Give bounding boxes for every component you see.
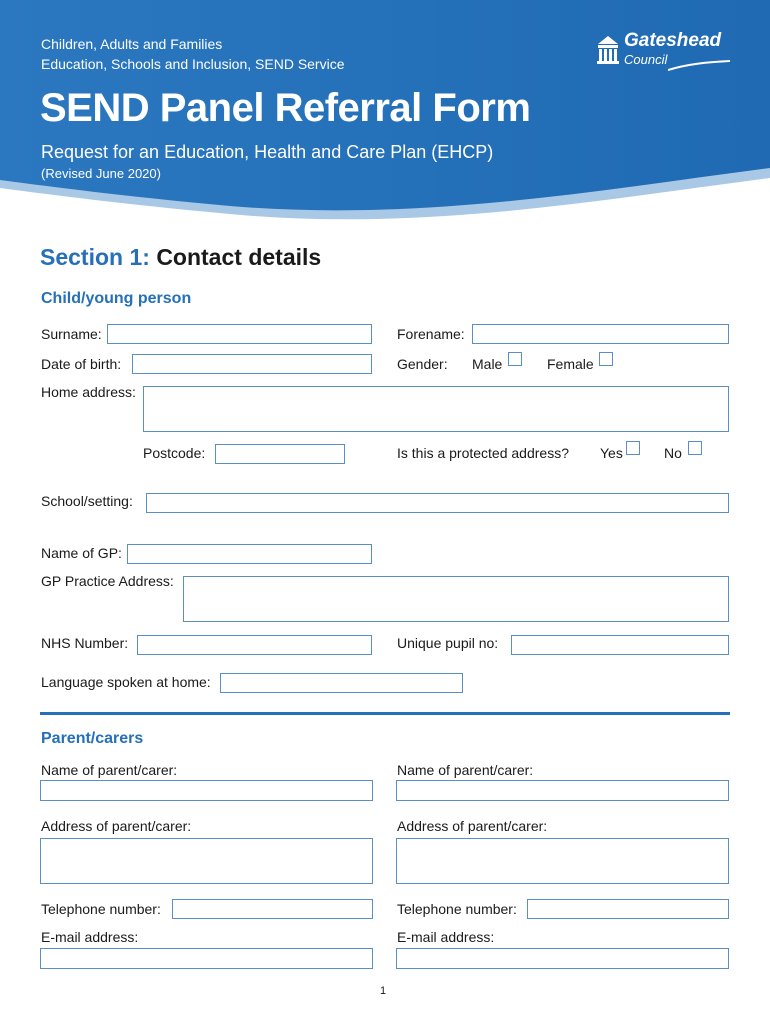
- school-field[interactable]: [146, 493, 729, 513]
- protected-yes-checkbox[interactable]: [626, 441, 640, 455]
- section-number: Section 1:: [40, 244, 150, 270]
- parent1-email-field[interactable]: [40, 948, 373, 969]
- parent2-name-label: Name of parent/carer:: [397, 762, 534, 778]
- home-address-label: Home address:: [41, 384, 136, 400]
- parent1-telephone-field[interactable]: [172, 899, 373, 919]
- parent2-telephone-field[interactable]: [527, 899, 729, 919]
- female-label: Female: [547, 356, 594, 372]
- nhs-number-field[interactable]: [137, 635, 372, 655]
- protected-no-checkbox[interactable]: [688, 441, 702, 455]
- logo-sub: Council: [624, 52, 668, 67]
- parent1-telephone-label: Telephone number:: [41, 901, 161, 917]
- parent1-name-label: Name of parent/carer:: [41, 762, 178, 778]
- parent1-name-field[interactable]: [40, 780, 373, 801]
- protected-address-label: Is this a protected address?: [397, 445, 569, 461]
- council-logo: [596, 30, 736, 76]
- parent1-address-label: Address of parent/carer:: [41, 818, 192, 834]
- dob-label: Date of birth:: [41, 356, 122, 372]
- parent2-email-field[interactable]: [396, 948, 729, 969]
- parents-heading: Parent/carers: [41, 730, 144, 747]
- yes-label: Yes: [600, 445, 623, 461]
- male-label: Male: [472, 356, 503, 372]
- postcode-label: Postcode:: [143, 445, 206, 461]
- building-icon: [596, 34, 620, 64]
- forename-field[interactable]: [472, 324, 729, 344]
- form-subtitle: Request for an Education, Health and Care Plan (EHCP): [41, 142, 494, 162]
- section-name: Contact details: [156, 244, 322, 270]
- upn-field[interactable]: [511, 635, 729, 655]
- gp-name-field[interactable]: [127, 544, 372, 564]
- gp-name-label: Name of GP:: [41, 545, 122, 561]
- surname-field[interactable]: [107, 324, 372, 344]
- parent2-address-label: Address of parent/carer:: [397, 818, 548, 834]
- gp-address-label: GP Practice Address:: [41, 573, 174, 589]
- female-checkbox[interactable]: [599, 352, 613, 366]
- male-checkbox[interactable]: [508, 352, 522, 366]
- parent1-email-label: E-mail address:: [41, 929, 139, 945]
- parent2-name-field[interactable]: [396, 780, 729, 801]
- surname-label: Surname:: [41, 326, 102, 342]
- parent2-address-field[interactable]: [396, 838, 729, 884]
- postcode-field[interactable]: [215, 444, 345, 464]
- language-field[interactable]: [220, 673, 463, 693]
- dob-field[interactable]: [132, 354, 372, 374]
- logo-name: Gateshead: [624, 30, 722, 51]
- parent2-telephone-label: Telephone number:: [397, 901, 517, 917]
- child-heading: Child/young person: [41, 290, 192, 307]
- home-address-field[interactable]: [143, 386, 729, 432]
- logo-swoosh: [668, 60, 730, 72]
- department-line-1: Children, Adults and Families: [41, 36, 223, 52]
- page-number: 1: [380, 985, 387, 997]
- section-title: [40, 244, 321, 271]
- upn-label: Unique pupil no:: [397, 635, 499, 651]
- parent1-address-field[interactable]: [40, 838, 373, 884]
- parent2-email-label: E-mail address:: [397, 929, 495, 945]
- gp-address-field[interactable]: [183, 576, 729, 622]
- gender-label: Gender:: [397, 356, 448, 372]
- school-label: School/setting:: [41, 493, 133, 509]
- section-divider: [40, 712, 730, 715]
- no-label: No: [664, 445, 682, 461]
- department-line-2: Education, Schools and Inclusion, SEND Service: [41, 56, 345, 72]
- form-title: SEND Panel Referral Form: [40, 86, 531, 130]
- revision-date: (Revised June 2020): [41, 166, 161, 181]
- language-label: Language spoken at home:: [41, 674, 211, 690]
- forename-label: Forename:: [397, 326, 465, 342]
- nhs-number-label: NHS Number:: [41, 635, 129, 651]
